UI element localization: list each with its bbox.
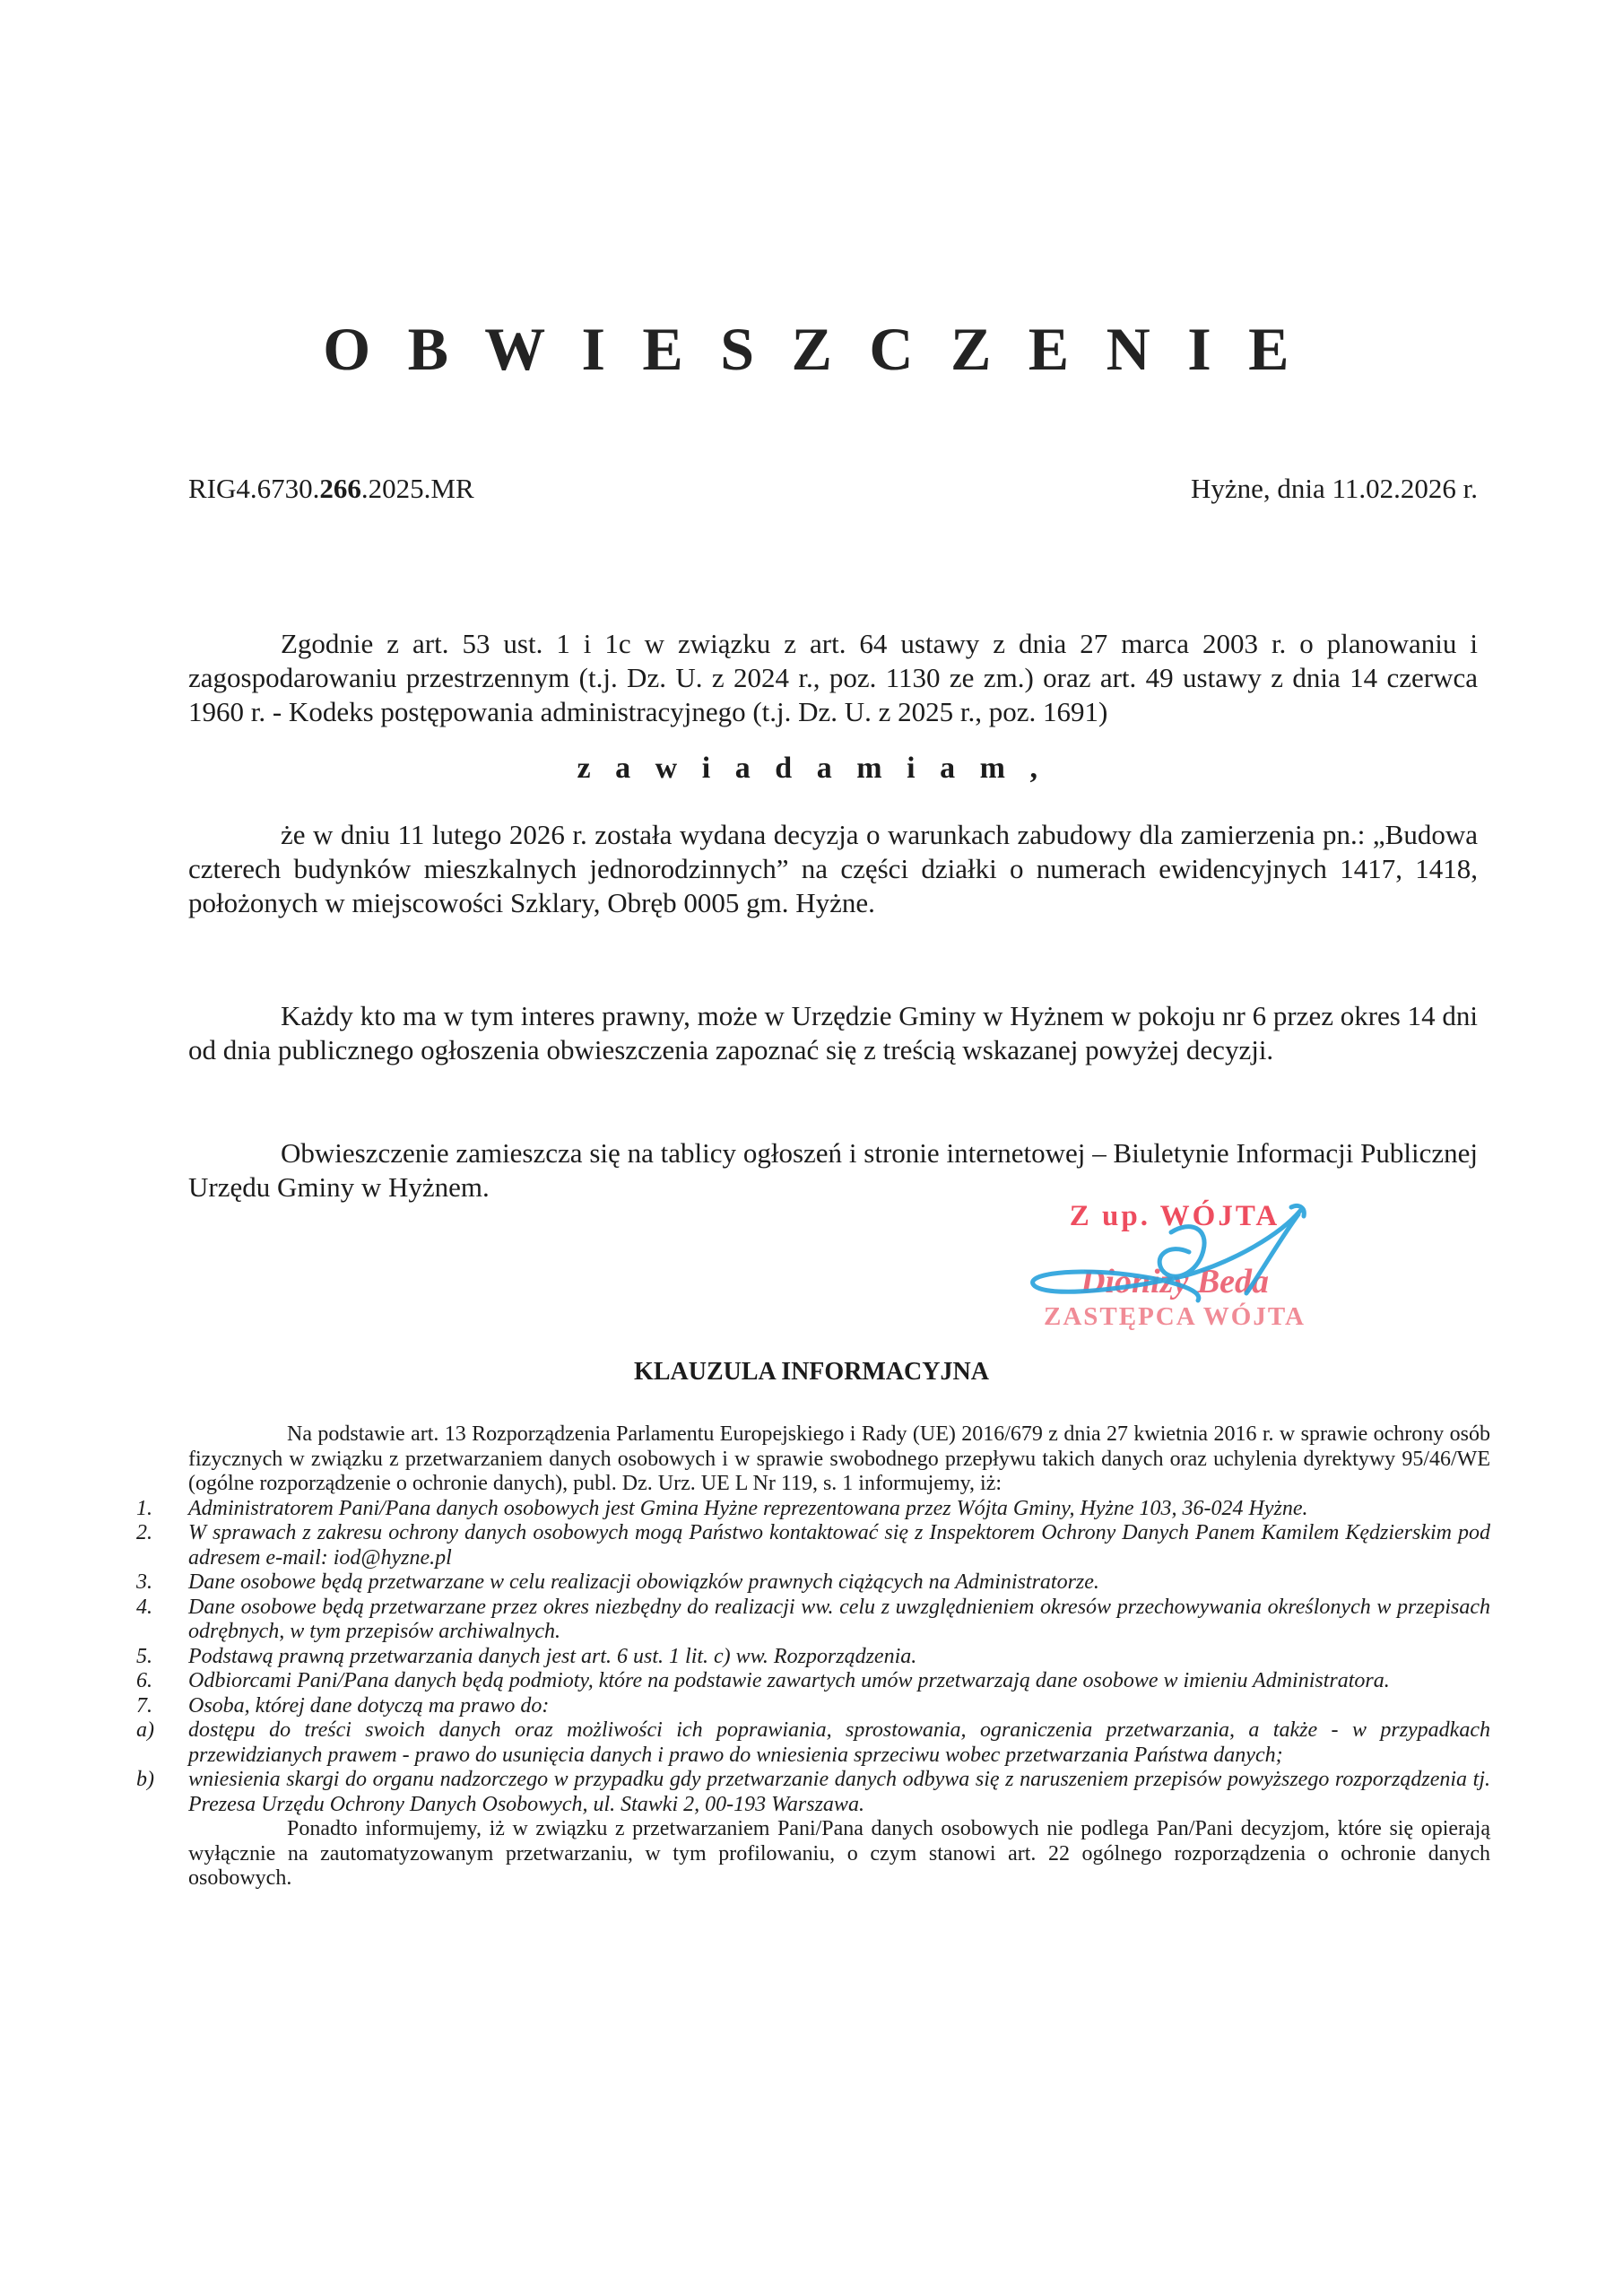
stamp-authorization: Z up. WÓJTA	[1069, 1200, 1280, 1232]
reference-prefix: RIG4.6730.	[188, 473, 320, 504]
stamp-signer-name: Dionizy Beda	[1080, 1263, 1270, 1300]
clause-item	[136, 1669, 1490, 1694]
clause-heading: KLAUZULA INFORMACYJNA	[634, 1358, 989, 1386]
clause-item-marker: b)	[136, 1768, 154, 1791]
decision-paragraph: że w dniu 11 lutego 2026 r. została wydana decyzja o warunkach zabudowy dla zamierzenia pn.: „Budowa czterech budynków mieszkalnych jednorodzinnych” na części działki o numerach ewidencyjnych 1417, 1418, położonych w miejscowości Szklary, Obręb 0005 gm. Hyżne.	[188, 819, 1478, 918]
publication-paragraph: Obwieszczenie zamieszcza się na tablicy ogłoszeń i stronie internetowej – Biuletynie Informacji Publicznej Urzędu Gminy w Hyżnem.	[188, 1137, 1478, 1203]
clause-item	[136, 1718, 1490, 1768]
reference-row	[188, 473, 1478, 505]
clause-item-marker: 1.	[136, 1496, 152, 1520]
clause-item-marker: 4.	[136, 1595, 152, 1619]
clause-item-text: wniesienia skargi do organu nadzorczego w przypadku gdy przetwarzanie danych odbywa się z naruszeniem przepisów powyższego rozporządzenia tj. Prezesa Urzędu Ochrony Danych Osobowych, ul. Stawki 2, 00-193 Warszawa.	[188, 1768, 1490, 1816]
intro-paragraph: Zgodnie z art. 53 ust. 1 i 1c w związku z art. 64 ustawy z dnia 27 marca 2003 r. o planowaniu i zagospodarowaniu przestrzennym (t.j. Dz. U. z 2024 r., poz. 1130 ze zm.) oraz art. 49 ustawy z dnia 14 czerwca 1960 r. - Kodeks postępowania administracyjnego (t.j. Dz. U. z 2025 r., poz. 1691)	[188, 628, 1478, 727]
clause-item-text: Dane osobowe będą przetwarzane przez okres niezbędny do realizacji ww. celu z uwzględnieniem okresów przechowywania określonych w przepisach odrębnych, w tym przepisów archiwalnych.	[188, 1595, 1490, 1643]
clause-item	[136, 1496, 1490, 1522]
clause-closing: Ponadto informujemy, iż w związku z przetwarzaniem Pani/Pana danych osobowych nie podlega Pan/Pani decyzjom, które się opierają wyłącznie na zautomatyzowanym przetwarzaniu, w tym profilowaniu, o czym stanowi art. 22 ogólnego rozporządzenia o ochronie danych osobowych.	[188, 1817, 1490, 1890]
reference-bold-part: 266	[319, 473, 361, 504]
clause-item-text: Dane osobowe będą przetwarzane w celu realizacji obowiązków prawnych ciążących na Administratorze.	[188, 1570, 1099, 1594]
place-date: Hyżne, dnia 11.02.2026 r.	[1191, 473, 1478, 504]
clause-item-text: dostępu do treści swoich danych oraz możliwości ich poprawiania, sprostowania, ograniczenia przetwarzania, a także - w przypadkach przewidzianych prawem - prawo do usunięcia danych i prawo do wniesienia sprzeciwu wobec przetwarzania Państwa danych;	[188, 1718, 1490, 1767]
clause-item-marker: a)	[136, 1718, 154, 1742]
clause-item	[136, 1521, 1490, 1570]
access-paragraph: Każdy kto ma w tym interes prawny, może w Urzędzie Gminy w Hyżnem w pokoju nr 6 przez okres 14 dni od dnia publicznego ogłoszenia obwieszczenia zapoznać się z treścią wskazanej powyżej decyzji.	[188, 1000, 1478, 1065]
clause-item-marker: 5.	[136, 1644, 152, 1668]
clause-item	[136, 1693, 1490, 1719]
clause-item-marker: 7.	[136, 1693, 152, 1718]
clause-item-marker: 2.	[136, 1521, 152, 1544]
clause-item-text: Podstawą prawną przetwarzania danych jest art. 6 ust. 1 lit. c) ww. Rozporządzenia.	[188, 1644, 917, 1668]
clause-item-marker: 3.	[136, 1570, 152, 1594]
clause-item-text: Odbiorcami Pani/Pana danych będą podmioty, które na podstawie zawartych umów przetwarzają dane osobowe w imieniu Administratora.	[188, 1669, 1390, 1692]
clause-item-marker: 6.	[136, 1669, 152, 1692]
information-clause	[136, 1422, 1490, 1892]
clause-item	[136, 1644, 1490, 1670]
page-title: O B W I E S Z C Z E N I E	[323, 315, 1300, 383]
clause-item	[136, 1595, 1490, 1645]
stamp-signer-position: ZASTĘPCA WÓJTA	[1043, 1302, 1306, 1331]
clause-item-text: W sprawach z zakresu ochrony danych osobowych mogą Państwo kontaktować się z Inspektorem Ochrony Danych Panem Kamilem Kędzierskim pod adresem e-mail: iod@hyzne.pl	[188, 1521, 1490, 1570]
reference-suffix: .2025.MR	[360, 473, 474, 504]
clause-item-text: Administratorem Pani/Pana danych osobowych jest Gmina Hyżne reprezentowana przez Wójta Gminy, Hyżne 103, 36-024 Hyżne.	[188, 1496, 1308, 1520]
reference-number	[188, 473, 474, 505]
clause-item	[136, 1768, 1490, 1817]
clause-item-text: Osoba, której dane dotyczą ma prawo do:	[188, 1693, 550, 1718]
clause-intro: Na podstawie art. 13 Rozporządzenia Parlamentu Europejskiego i Rady (UE) 2016/679 z dnia 27 kwietnia 2016 r. w sprawie ochrony osób fizycznych w związku z przetwarzaniem danych osobowych i w sprawie swobodnego przepływu takich danych oraz uchylenia dyrektywy 95/46/WE (ogólne rozporządzenie o ochronie danych), publ. Dz. Urz. UE L Nr 119, s. 1 informujemy, iż:	[188, 1422, 1490, 1495]
handwritten-signature-icon	[1011, 1198, 1334, 1333]
clause-item	[136, 1570, 1490, 1596]
notice-keyword: z a w i a d a m i a m ,	[577, 752, 1046, 785]
